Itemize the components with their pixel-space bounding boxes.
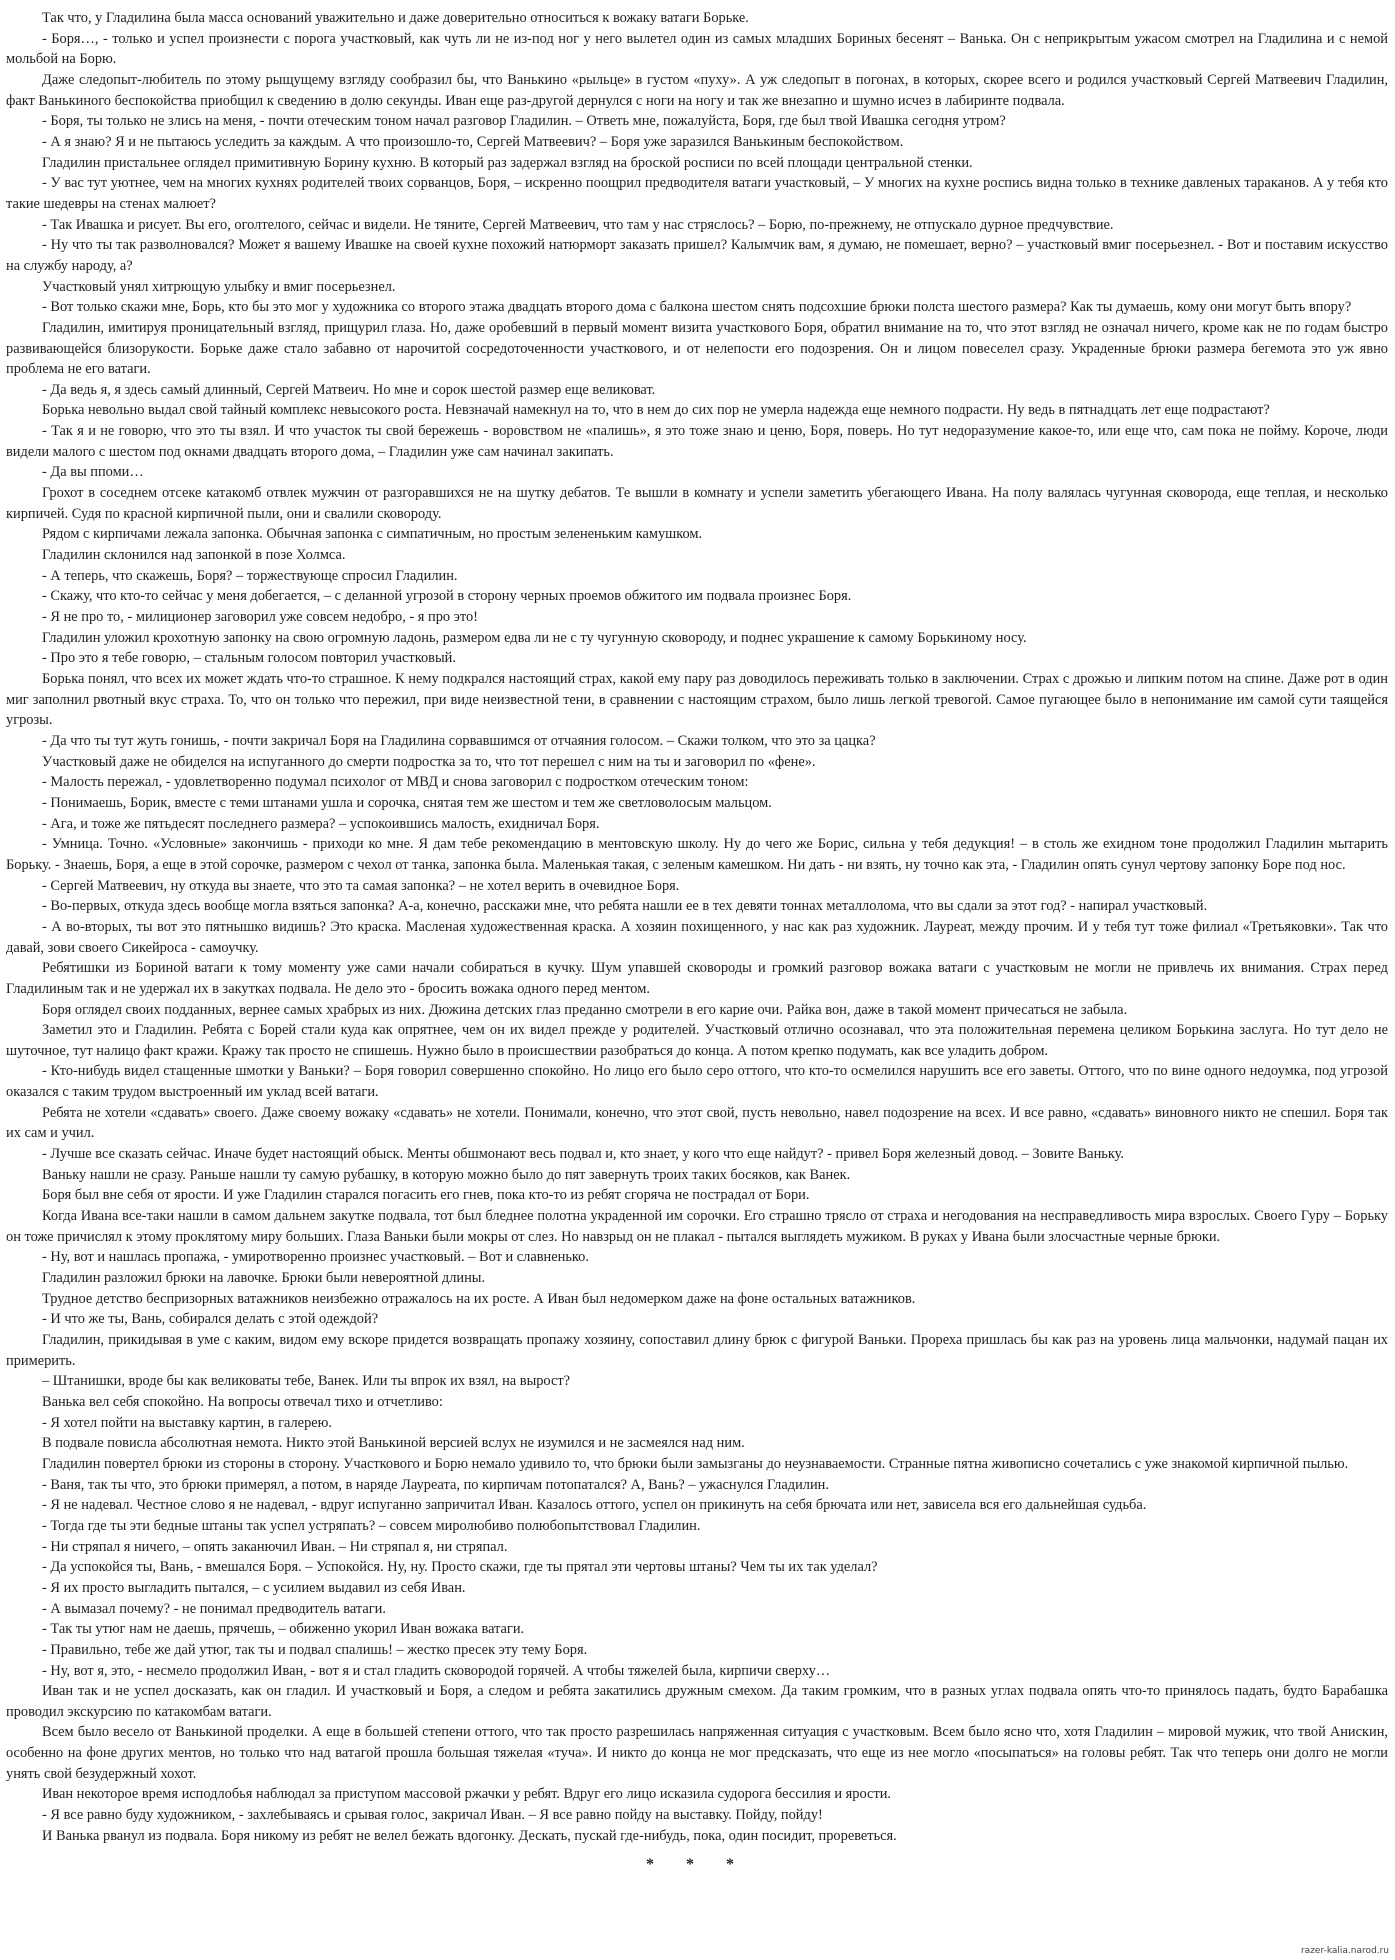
paragraph: - Ага, и тоже же пятьдесят последнего размера? – успокоившись малость, ехидничал Боря. <box>42 815 600 832</box>
paragraph: - А теперь, что скажешь, Боря? – торжествующе спросил Гладилин. <box>42 567 458 584</box>
paragraph: В подвале повисла абсолютная немота. Никто этой Ванькиной версией вслух не изумился и не засмеялся над ним. <box>42 1435 745 1452</box>
paragraph: Гладилин пристальнее оглядел примитивную Борину кухню. В который раз задержал взгляд на броской росписи по всей площади центральной стенки. <box>42 154 973 171</box>
paragraph: Трудное детство беспризорных ватажников неизбежно отражалось на их росте. А Иван был недомерком даже на фоне остальных ватажников. <box>42 1290 916 1307</box>
paragraph: – Штанишки, вроде бы как великоваты тебе, Ванек. Или ты впрок их взял, на вырост? <box>42 1373 571 1390</box>
paragraph: - Да успокойся ты, Вань, - вмешался Боря. – Успокойся. Ну, ну. Просто скажи, где ты прятал эти чертовы штаны? Чем ты их так уделал? <box>42 1559 878 1576</box>
paragraph: - Ну что ты так разволновался? Может я вашему Ивашке на своей кухне похожий натюрморт заказать пришел? Калымчик вам, я думаю, не помешает, верно? – участковый вмиг посерьезнел. - Вот и поставим искусство на службу народу, а? <box>6 237 1388 274</box>
paragraph: - Умница. Точно. «Условные» закончишь - приходи ко мне. Я дам тебе рекомендацию в ментовскую школу. Ну до чего же Борис, сильна у тебя дедукция! – в столь же ехидном тоне продолжил Гладилин мытарить Борьку. - Знаешь, Боря, а еще в этой сорочке, размером с чехол от танка, запонка была. Маленькая такая, с зеленым камешком. Ни дать - ни взять, ну точно как эта, - Гладилин опять сунул чертову запонку Боре под нос. <box>6 836 1388 873</box>
paragraph: - А во-вторых, ты вот это пятнышко видишь? Это краска. Масленая художественная краска. А хозяин похищенного, у нас как раз художник. Лауреат, между прочим. И у тебя тут тоже филиал «Третьяковки». Так что давай, зови своего Сикейроса - самоучку. <box>6 918 1388 956</box>
paragraph: - А я знаю? Я и не пытаюсь уследить за каждым. А что произошло-то, Сергей Матвеевич? – Боря уже заразился Ванькиным беспокойством. <box>42 133 904 150</box>
paragraph: - Да вы ппоми… <box>42 464 144 481</box>
paragraph: Гладилин разложил брюки на лавочке. Брюки были невероятной длины. <box>42 1270 486 1287</box>
paragraph: - Понимаешь, Борик, вместе с теми штанами ушла и сорочка, снятая тем же шестом и тем же светловолосым мальцом. <box>42 794 772 811</box>
paragraph: - Так я и не говорю, что это ты взял. И что участок ты свой бережешь - воровством не «палишь», я это тоже знаю и ценю, Боря, поверь. Но тут недоразумение какое-то, или еще что, сам пока не пойму. Короче, люди видели малого с шестом под окнами двадцать второго дома, – Гладилин уже сам начинал закипать. <box>6 423 1388 460</box>
paragraph: - Лучше все сказать сейчас. Иначе будет настоящий обыск. Менты обшмонают весь подвал и, кто знает, у кого что еще найдут? - привел Боря железный довод. – Зовите Ваньку. <box>42 1146 1124 1163</box>
paragraph: - Ни стряпал я ничего, – опять заканючил Иван. – Ни стряпал я, ни стряпал. <box>42 1538 508 1555</box>
paragraph: Участковый даже не обиделся на испуганного до смерти подростка за то, что тот перешел с ним на ты и заговорил по «фене». <box>42 753 816 770</box>
paragraph: Гладилин, имитируя проницательный взгляд, прищурил глаза. Но, даже оробевший в первый момент визита участкового Боря, обратил внимание на то, что этот взгляд не означал ничего, кроме как не по годам быстро развивающейся близорукости. Борьке даже стало забавно от нарочитой сосредоточенности участкового, и от нелепости его подозрения. Он и лицом повеселел сразу. Украденные брюки размера бегемота это уж явно проблема не его ватаги. <box>6 319 1388 378</box>
paragraph: Ребятишки из Бориной ватаги к тому моменту уже сами начали собираться в кучку. Шум упавшей сковороды и громкий разговор вожака ватаги с участковым не могли не привлечь их внимания. Страх перед Гладилиным так и не удержал их в закутках подвала. Не дело это - бросить вожака одного перед ментом. <box>6 960 1388 997</box>
paragraph: Грохот в соседнем отсеке катакомб отвлек мужчин от разгоравшихся не на шутку дебатов. Те вышли в комнату и успели заметить убегающего Ивана. На полу валялась чугунная сковорода, еще теплая, и несколько кирпичей. Судя по красной кирпичной пыли, они и свалили сковороду. <box>6 485 1388 522</box>
paragraph: Борька невольно выдал свой тайный комплекс невысокого роста. Невзначай намекнул на то, что в нем до сих пор не умерла надежда еще немного подрасти. Ну ведь в пятнадцать лет еще подрастают? <box>42 402 1270 419</box>
paragraph: - Ваня, так ты что, это брюки примерял, а потом, в наряде Лауреата, по кирпичам потопатался? А, Вань? – ужаснулся Гладилин. <box>42 1476 829 1493</box>
paragraph: - Ну, вот я, это, - несмело продолжил Иван, - вот я и стал гладить сковородой горячей. А чтобы тяжелей была, кирпичи сверху… <box>42 1662 831 1679</box>
paragraph: Боря был вне себя от ярости. И уже Гладилин старался погасить его гнев, пока кто-то из ребят сгоряча не пострадал от Бори. <box>42 1187 810 1204</box>
paragraph: - Я их просто выгладить пытался, – с усилием выдавил из себя Иван. <box>42 1579 466 1596</box>
paragraph: - Во-первых, откуда здесь вообще могла взяться запонка? А-а, конечно, расскажи мне, что ребята нашли ее в тех девяти тоннах металлолома, что вы сдали за этот год? - напирал участковый. <box>42 898 1208 915</box>
story-text <box>6 8 1388 1846</box>
paragraph: - Да ведь я, я здесь самый длинный, Сергей Матвеич. Но мне и сорок шестой размер еще великоват. <box>42 381 656 398</box>
paragraph: Рядом с кирпичами лежала запонка. Обычная запонка с симпатичным, но простым зелененьким камушком. <box>42 526 703 543</box>
paragraph: Гладилин повертел брюки из стороны в сторону. Участкового и Борю немало удивило то, что брюки были замызганы до неузнаваемости. Странные пятна живописно сочетались с уже знакомой кирпичной пылью. <box>42 1455 1349 1472</box>
paragraph: Участковый унял хитрющую улыбку и вмиг посерьезнел. <box>42 278 396 295</box>
paragraph: - А вымазал почему? - не понимал предводитель ватаги. <box>42 1600 386 1617</box>
paragraph: И Ванька рванул из подвала. Боря никому из ребят не велел бежать вдогонку. Дескать, пускай где-нибудь, пока, один посидит, прореветься. <box>42 1827 897 1844</box>
paragraph: Ваньку нашли не сразу. Раньше нашли ту самую рубашку, в которую можно было до пят завернуть троих таких босяков, как Ванек. <box>42 1166 851 1183</box>
paragraph: - Правильно, тебе же дай утюг, так ты и подвал спалишь! – жестко пресек эту тему Боря. <box>42 1641 588 1658</box>
paragraph: Боря оглядел своих подданных, вернее самых храбрых из них. Дюжина детских глаз преданно смотрели в его карие очи. Райка вон, даже в такой момент причесаться не забыла. <box>42 1001 1128 1018</box>
paragraph: - Да что ты тут жуть гонишь, - почти закричал Боря на Гладилина сорвавшимся от отчаяния голосом. – Скажи толком, что это за цацка? <box>42 732 876 749</box>
site-watermark: razer-kalia.narod.ru <box>1300 1946 1389 1956</box>
paragraph: - Я все равно буду художником, - захлебываясь и срывая голос, закричал Иван. – Я все равно пойду на выставку. Пойду, пойду! <box>42 1807 823 1824</box>
paragraph: Гладилин склонился над запонкой в позе Холмса. <box>42 547 346 564</box>
paragraph: - Так Ивашка и рисует. Вы его, оголтелого, сейчас и видели. Не тяните, Сергей Матвеевич, что там у нас стряслось? – Борю, по-прежнему, не отпускало дурное предчувствие. <box>42 216 1114 233</box>
paragraph: - Ну, вот и нашлась пропажа, - умиротворенно произнес участковый. – Вот и славненько. <box>42 1249 589 1266</box>
paragraph: - Про это я тебе говорю, – стальным голосом повторил участковый. <box>42 650 456 667</box>
paragraph: Гладилин уложил крохотную запонку на свою огромную ладонь, размером едва ли не с ту чугунную сковороду, и поднес украшение к самому Борькиному носу. <box>42 629 1027 646</box>
section-break: * * * <box>646 1856 748 1874</box>
paragraph: - И что же ты, Вань, собирался делать с этой одеждой? <box>42 1311 379 1328</box>
paragraph: - У вас тут уютнее, чем на многих кухнях родителей твоих сорванцов, Боря, – искренно поощрил предводителя ватаги участковый, – У многих на кухне роспись видна только в технике давленых тараканов. А у тебя кто такие шедевры на стенах малюет? <box>6 175 1388 212</box>
paragraph: Иван так и не успел досказать, как он гладил. И участковый и Боря, а следом и ребята закатились дружным смехом. Да таким громким, что в разных углах подвала опять что-то принялось падать, будто Барабашка проводил экскурсию по катакомбам ватаги. <box>6 1683 1388 1720</box>
paragraph: Иван некоторое время исподлобья наблюдал за приступом массовой ржачки у ребят. Вдруг его лицо исказила судорога бессилия и ярости. <box>42 1786 892 1803</box>
paragraph: Ванька вел себя спокойно. На вопросы отвечал тихо и отчетливо: <box>42 1393 443 1410</box>
paragraph: Даже следопыт-любитель по этому рыщущему взгляду сообразил бы, что Ванькино «рыльце» в густом «пуху». А уж следопыт в погонах, в которых, скорее всего и родился участковый Сергей Матвеевич Гладилин, факт Ванькиного беспокойства приобщил к сведению в долю секунды. Иван еще раз-другой дернулся с ноги на ногу и так же внезапно и шумно исчез в лабиринте подвала. <box>6 71 1388 109</box>
paragraph: Гладилин, прикидывая в уме с каким, видом ему вскоре придется возвращать пропажу хозяину, сопоставил длину брюк с фигурой Ваньки. Прореха пришлась бы как раз на уровень лица мальчонки, надумай пацан их примерить. <box>6 1332 1388 1369</box>
paragraph: - Я хотел пойти на выставку картин, в галерею. <box>42 1414 333 1431</box>
paragraph: - Вот только скажи мне, Борь, кто бы это мог у художника со второго этажа двадцать второго дома с балкона шестом снять подсохшие брюки полста шестого размера? Как ты думаешь, кому они могут быть впору? <box>42 299 1352 316</box>
paragraph: - Я не надевал. Честное слово я не надевал, - вдруг испуганно запричитал Иван. Казалось оттого, успел он прикинуть на себя брючата или нет, зависела вся его дальнейшая судьба. <box>42 1497 1147 1514</box>
paragraph: - Кто-нибудь видел стащенные шмотки у Ваньки? – Боря говорил совершенно спокойно. Но лицо его было серо оттого, что кто-то осмелился нарушить все его заветы. Оттого, что по вине одного недоумка, под угрозой оказался с таким трудом выстроенный им уклад всей ватаги. <box>6 1063 1388 1101</box>
paragraph: Так что, у Гладилина была масса оснований уважительно и даже доверительно относиться к вожаку ватаги Борьке. <box>42 10 749 26</box>
paragraph: Борька понял, что всех их может ждать что-то страшное. К нему подкрался настоящий страх, какой ему пару раз доводилось переживать только в заключении. Страх с дрожью и липким потом на спине. Даже рот в один миг заполнил рвотный вкус страха. То, что он только что пережил, при виде неизвестной тени, в сравнении с настоящим страхом, было лишь легкой тревогой. Самое пугающее было в непонимание им самой сути таящейся угрозы. <box>6 671 1388 729</box>
paragraph: - Так ты утюг нам не даешь, прячешь, – обиженно укорил Иван вожака ватаги. <box>42 1621 525 1638</box>
paragraph: - Боря…, - только и успел произнести с порога участковый, как чуть ли не из-под ног у него вылетел один из самых младших Бориных бесенят – Ванька. Он с неприкрытым ужасом смотрел на Гладилина и с немой мольбой на Борю. <box>6 30 1388 68</box>
paragraph: Всем было весело от Ванькиной проделки. А еще в большей степени оттого, что так просто разрешилась напряженная ситуация с участковым. Всем было ясно что, хотя Гладилин – мировой мужик, что твой Анискин, особенно на фоне других ментов, но только что над ватагой прошла большая тяжелая «туча». И никто до конца не мог предсказать, что еще из нее могло «посыпаться» на головы ребят. Так что теперь они долго не могли унять свой безудержный хохот. <box>6 1724 1388 1782</box>
paragraph: - Сергей Матвеевич, ну откуда вы знаете, что это та самая запонка? – не хотел верить в очевидное Боря. <box>42 877 680 894</box>
paragraph: - Я не про то, - милиционер заговорил уже совсем недобро, - я про это! <box>42 609 478 626</box>
paragraph: - Боря, ты только не злись на меня, - почти отеческим тоном начал разговор Гладилин. – Ответь мне, пожалуйста, Боря, где был твой Ивашка сегодня утром? <box>42 113 1006 130</box>
paragraph: Ребята не хотели «сдавать» своего. Даже своему вожаку «сдавать» не хотели. Понимали, конечно, что этот свой, пусть невольно, навел подозрение на всех. И все равно, «сдавать» виновного никто не спешил. Боря так их сам и учил. <box>6 1104 1388 1142</box>
paragraph: - Малость пережал, - удовлетворенно подумал психолог от МВД и снова заговорил с подростком отеческим тоном: <box>42 774 749 791</box>
paragraph: - Тогда где ты эти бедные штаны так успел устряпать? – совсем миролюбиво полюбопытствовал Гладилин. <box>42 1517 701 1534</box>
paragraph: - Скажу, что кто-то сейчас у меня добегается, – с деланной угрозой в сторону черных проемов обжитого им подвала произнес Боря. <box>42 588 852 605</box>
paragraph: Когда Ивана все-таки нашли в самом дальнем закутке подвала, тот был бледнее полотна украденной им сорочки. Его страшно трясло от страха и негодования на несправедливость мира взрослых. Своего Гуру – Борьку он тоже причислял к этому проклятому миру больших. Глаза Ваньки были мокры от слез. Но навзрыд он не плакал - пытался выглядеть мужиком. В руках у Ивана были злосчастные черные брюки. <box>6 1208 1388 1245</box>
paragraph: Заметил это и Гладилин. Ребята с Борей стали куда как опрятнее, чем он их видел прежде у родителей. Участковый отлично осознавал, что эта положительная перемена целиком Борькина заслуга. Но тут дело не шуточное, тут налицо факт кражи. Кражу так просто не спишешь. Нужно было в происшествии разобраться до конца. А потом крепко подумать, как все уладить добром. <box>6 1022 1388 1059</box>
